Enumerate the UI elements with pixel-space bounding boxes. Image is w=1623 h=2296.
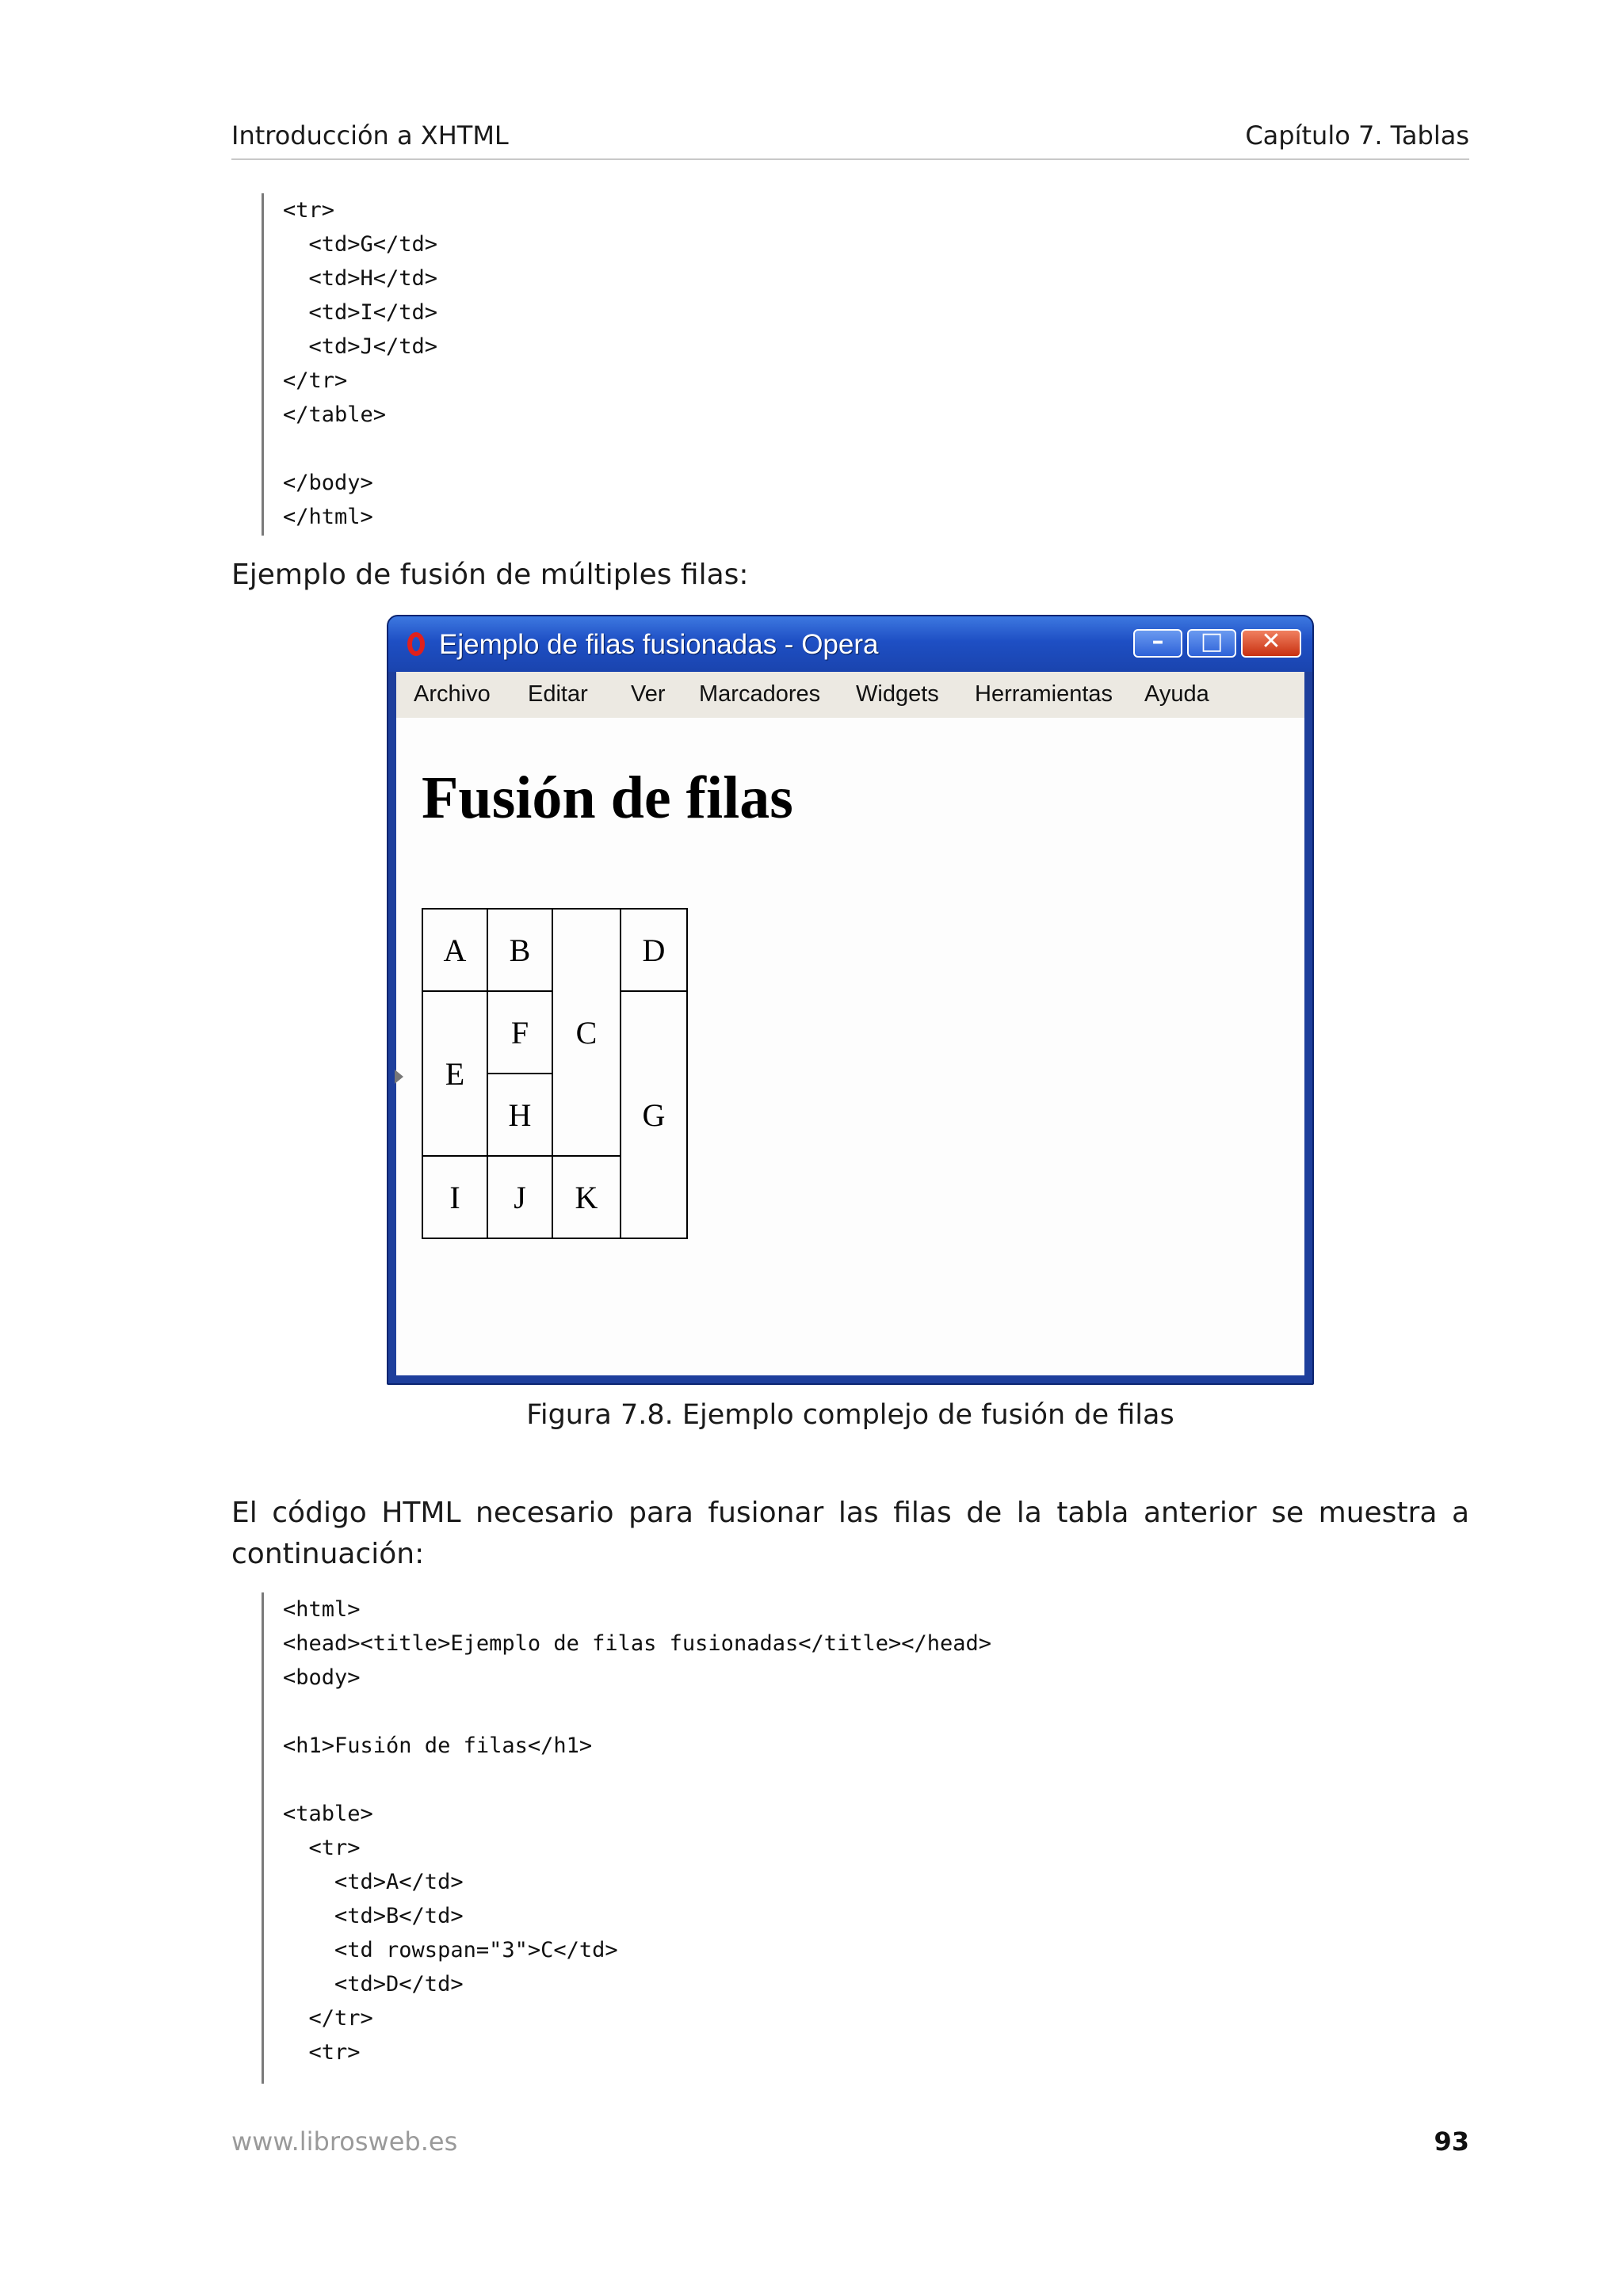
table-cell-d: D xyxy=(620,908,688,992)
code-line: </body> xyxy=(283,471,373,495)
figure-caption: Figura 7.8. Ejemplo complejo de fusión de filas xyxy=(526,1399,1174,1431)
code-line: <tr> xyxy=(283,1836,361,1860)
code-line: </tr> xyxy=(283,2006,373,2031)
code-line: <td>H</td> xyxy=(283,266,438,291)
table-cell-h: H xyxy=(487,1073,553,1157)
opera-logo-icon xyxy=(407,632,425,656)
table-cell-j: J xyxy=(487,1155,553,1239)
table-cell-f: F xyxy=(487,990,553,1074)
page-viewport xyxy=(396,718,1304,1375)
table-cell-c: C xyxy=(552,908,621,1157)
code-line: <h1>Fusión de filas</h1> xyxy=(283,1733,593,1758)
menu-ver[interactable]: Ver xyxy=(631,681,666,707)
browser-window xyxy=(387,615,1314,1385)
code-line: </html> xyxy=(283,505,373,529)
close-icon: ✕ xyxy=(1261,627,1281,655)
page-number: 93 xyxy=(1434,2126,1469,2157)
close-button[interactable] xyxy=(1241,629,1301,658)
menu-herramientas[interactable]: Herramientas xyxy=(975,681,1113,707)
menu-editar[interactable]: Editar xyxy=(528,681,588,707)
table-cell-i: I xyxy=(422,1155,488,1239)
sidebar-handle-icon[interactable] xyxy=(395,1070,403,1084)
chapter-title: Capítulo 7. Tablas xyxy=(1245,120,1469,151)
table-cell-e: E xyxy=(422,990,488,1157)
menu-marcadores[interactable]: Marcadores xyxy=(699,681,821,707)
code-line: <table> xyxy=(283,1802,373,1826)
code-line: <td>G</td> xyxy=(283,232,438,257)
footer-url[interactable]: www.librosweb.es xyxy=(231,2126,458,2157)
code-block-top xyxy=(262,193,438,536)
table-cell-k: K xyxy=(552,1155,621,1239)
code-line: <tr> xyxy=(283,198,335,223)
window-title: Ejemplo de filas fusionadas - Opera xyxy=(439,629,879,660)
menu-widgets[interactable]: Widgets xyxy=(856,681,939,707)
code-line: <td>D</td> xyxy=(283,1972,464,1997)
minimize-icon: – xyxy=(1151,627,1164,655)
code-line: <head><title>Ejemplo de filas fusionadas</title></head> xyxy=(283,1631,992,1656)
table-cell-b: B xyxy=(487,908,553,992)
rendered-heading: Fusión de filas xyxy=(422,765,793,831)
table-cell-a: A xyxy=(422,908,488,992)
code-line: </table> xyxy=(283,402,387,427)
code-line: <td>I</td> xyxy=(283,300,438,325)
code-line: <html> xyxy=(283,1597,361,1622)
code-block-bottom xyxy=(262,1592,992,2084)
code-line: <td>J</td> xyxy=(283,334,438,359)
code-line: <td>A</td> xyxy=(283,1870,464,1894)
minimize-button[interactable] xyxy=(1133,629,1182,658)
page-header xyxy=(231,117,1469,160)
maximize-button[interactable] xyxy=(1187,629,1236,658)
description-paragraph: El código HTML necesario para fusionar las filas de la tabla anterior se muestra a continuación: xyxy=(231,1497,1469,1570)
code-line: <td>B</td> xyxy=(283,1904,464,1928)
table-cell-g: G xyxy=(620,990,688,1239)
code-line: <td rowspan="3">C</td> xyxy=(283,1938,618,1962)
code-line: <tr> xyxy=(283,2040,361,2065)
code-line: <body> xyxy=(283,1665,361,1690)
maximize-icon: □ xyxy=(1200,627,1224,655)
menu-bar xyxy=(396,672,1304,718)
book-title: Introducción a XHTML xyxy=(231,120,509,151)
intro-paragraph: Ejemplo de fusión de múltiples filas: xyxy=(231,559,749,591)
window-titlebar[interactable] xyxy=(388,616,1312,672)
menu-archivo[interactable]: Archivo xyxy=(414,681,491,707)
menu-ayuda[interactable]: Ayuda xyxy=(1144,681,1209,707)
code-line: </tr> xyxy=(283,368,348,393)
